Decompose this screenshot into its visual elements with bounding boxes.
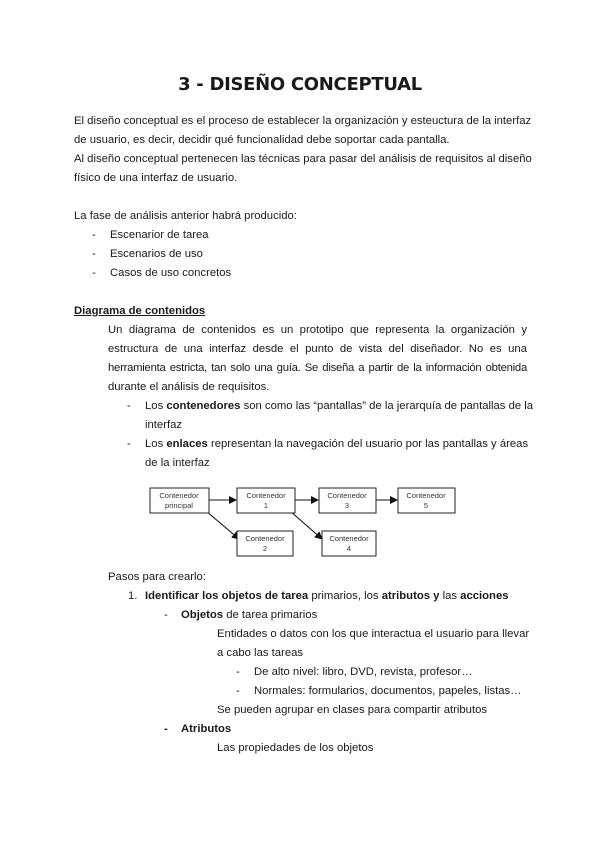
bullet-contenedores: Los contenedores son como las “pantallas” de la jerarquía de pantallas de la: [145, 400, 534, 412]
diagram-para-line-4: durante el análisis de requisitos.: [108, 381, 270, 393]
dash-bullet: -: [236, 666, 240, 678]
box-label: 1: [263, 501, 269, 510]
dash-bullet: -: [92, 248, 96, 260]
box-label: Contenedor: [246, 491, 286, 500]
dash-bullet: -: [164, 723, 168, 735]
box-label: Contenedor: [327, 491, 367, 500]
box-label: 4: [346, 544, 352, 553]
page-title: 3 - DISEÑO CONCEPTUAL: [178, 74, 422, 95]
content-diagram: [0, 478, 600, 564]
atributos-desc: Las propiedades de los objetos: [217, 742, 374, 754]
objetos-item: Objetos de tarea primarios: [181, 609, 318, 621]
analysis-item: Casos de uso concretos: [110, 267, 232, 279]
box-label: 5: [423, 501, 429, 510]
objetos-sub-item: Normales: formularios, documentos, papeles, listas…: [254, 685, 522, 697]
atributos-item: Atributos: [181, 723, 232, 735]
link-arrow: [206, 511, 239, 539]
dash-bullet: -: [127, 438, 131, 450]
diagram-para-line-1: Un diagrama de contenidos es un prototipo que representa la organización y: [108, 324, 527, 336]
box-label: Contenedor: [159, 491, 199, 500]
steps-lead: Pasos para crearlo:: [108, 571, 206, 583]
analysis-item: Escenarior de tarea: [110, 229, 209, 241]
link-arrow: [290, 511, 322, 539]
objetos-note: Se pueden agrupar en clases para compartir atributos: [217, 704, 488, 716]
box-label: Contenedor: [329, 534, 369, 543]
dash-bullet: -: [127, 400, 131, 412]
diagram-para-line-2: estructura de una interfaz desde el punto de vista del diseñador. No es una: [108, 343, 527, 355]
intro-line-4: físico de una interfaz de usuario.: [74, 172, 238, 184]
step-1: Identificar los objetos de tarea primarios, los atributos y las acciones: [145, 590, 509, 602]
bullet-enlaces: Los enlaces representan la navegación del usuario por las pantallas y áreas: [145, 438, 529, 450]
box-label: Contenedor: [406, 491, 446, 500]
intro-line-1: El diseño conceptual es el proceso de establecer la organización y esteuctura de la interfaz: [74, 115, 532, 127]
dash-bullet: -: [164, 609, 168, 621]
objetos-desc-1: Entidades o datos con los que interactua el usuario para llevar: [217, 628, 530, 640]
box-label: 2: [262, 544, 268, 553]
objetos-sub-item: De alto nivel: libro, DVD, revista, profesor…: [254, 666, 473, 678]
bullet-contenedores-cont: interfaz: [145, 419, 183, 431]
box-label: Contenedor: [245, 534, 285, 543]
step-number: 1.: [128, 590, 138, 602]
bullet-enlaces-cont: de la interfaz: [145, 457, 210, 469]
dash-bullet: -: [236, 685, 240, 697]
box-label: principal: [165, 501, 193, 510]
dash-bullet: -: [92, 267, 96, 279]
dash-bullet: -: [92, 229, 96, 241]
objetos-desc-2: a cabo las tareas: [217, 647, 304, 659]
section-heading: Diagrama de contenidos: [74, 305, 206, 317]
box-label: 3: [344, 501, 350, 510]
diagram-para-line-3: herramienta estricta, tan solo una guía. Se diseña a partir de la información obtenida: [108, 362, 527, 374]
intro-line-2: de usuario, es decir, decidir qué funcionalidad debe soportar cada pantalla.: [74, 134, 450, 146]
analysis-lead: La fase de análisis anterior habrá producido:: [74, 210, 297, 222]
analysis-item: Escenarios de uso: [110, 248, 203, 260]
intro-line-3: Al diseño conceptual pertenecen las técnicas para pasar del análisis de requisitos al diseño: [74, 153, 532, 165]
